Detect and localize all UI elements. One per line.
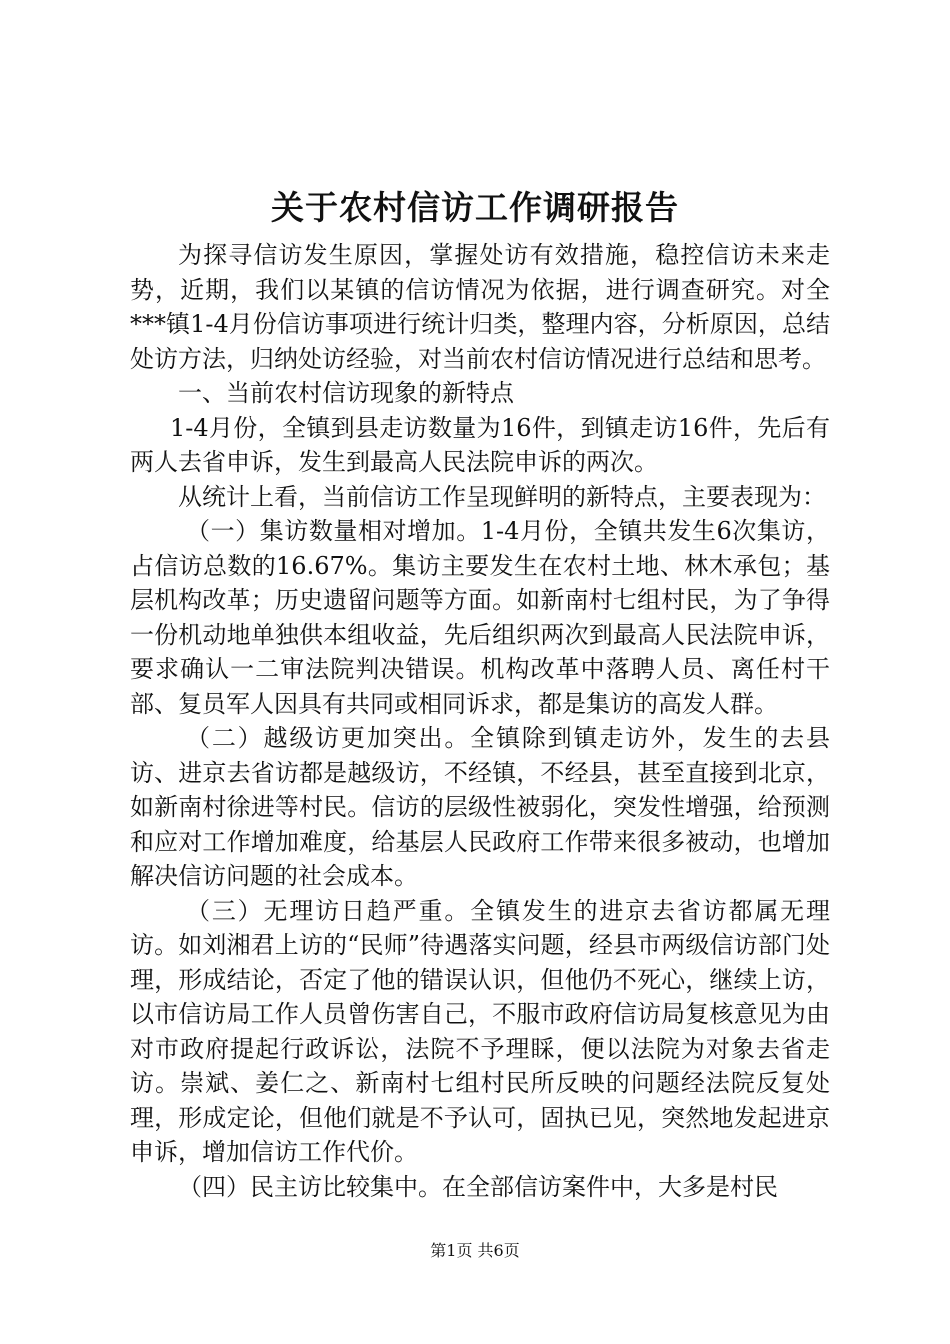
- section-heading-1: 一、当前农村信访现象的新特点: [178, 379, 514, 407]
- document-body: [130, 238, 830, 1204]
- paragraph-feature-2: （二）越级访更加突出。全镇除到镇走访外，发生的去县访、进京去省访都是越级访，不经镇，不经县，甚至直接到北京，如新南村徐进等村民。信访的层级性被弱化，突发性增强，给预测和应对工作增加难度，给基层人民政府工作带来很多被动，也增加解决信访问题的社会成本。: [130, 724, 830, 890]
- paragraph-statistics: 1-4月份，全镇到县走访数量为16件，到镇走访16件，先后有两人去省申诉，发生到最高人民法院申诉的两次。: [130, 413, 830, 476]
- paragraph-features-intro: 从统计上看，当前信访工作呈现鲜明的新特点，主要表现为：: [178, 482, 826, 511]
- paragraph-feature-4: （四）民主访比较集中。在全部信访案件中，大多是村民: [178, 1172, 778, 1201]
- paragraph-feature-3: （三）无理访日趋严重。全镇发生的进京去省访都属无理访。如刘湘君上访的“民师”待遇落实问题，经县市两级信访部门处理，形成结论，否定了他的错误认识，但他仍不死心，继续上访，以市信访局工作人员曾伤害自己，不服市政府信访局复核意见为由对市政府提起行政诉讼，法院不予理睬，便以法院为对象去省走访。崇斌、姜仁之、新南村七组村民所反映的问题经法院反复处理，形成定论，但他们就是不予认可，固执已见，突然地发起进京申诉，增加信访工作代价。: [130, 896, 830, 1166]
- document-title: 关于农村信访工作调研报告: [271, 188, 679, 227]
- paragraph-intro: 为探寻信访发生原因，掌握处访有效措施，稳控信访未来走势，近期，我们以某镇的信访情况为依据，进行调查研究。对全***镇1-4月份信访事项进行统计归类，整理内容，分析原因，总结处访方法，归纳处访经验，对当前农村信访情况进行总结和思考。: [130, 241, 830, 373]
- page-footer: 第1页 共6页: [430, 1241, 520, 1260]
- paragraph-feature-1: （一）集访数量相对增加。1-4月份，全镇共发生6次集访，占信访总数的16.67%。集访主要发生在农村土地、林木承包；基层机构改革；历史遗留问题等方面。如新南村七组村民，为了争得一份机动地单独供本组收益，先后组织两次到最高人民法院申诉，要求确认一二审法院判决错误。机构改革中落聘人员、离任村干部、复员军人因具有共同或相同诉求，都是集访的高发人群。: [130, 517, 830, 718]
